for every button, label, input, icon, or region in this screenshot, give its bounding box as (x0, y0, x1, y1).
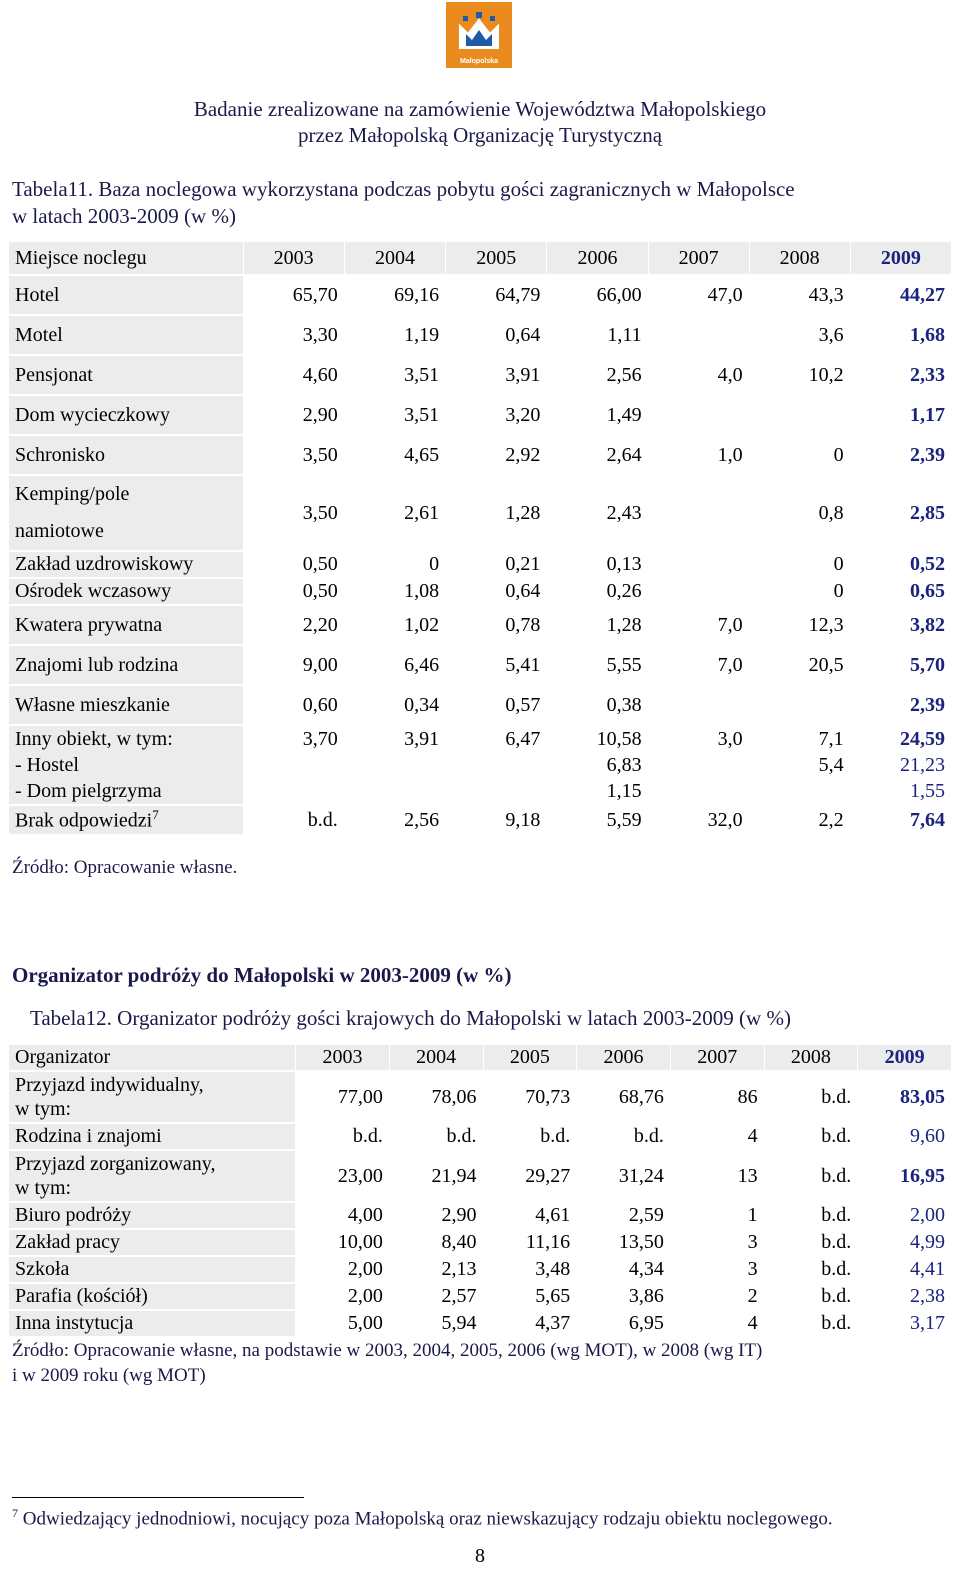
header-cell: Miejsce noclegu (9, 242, 244, 276)
table-cell: 0 (344, 551, 445, 578)
table-cell: 65,70 (243, 275, 344, 315)
table-cell: 1,0 (648, 435, 749, 475)
header-cell: 2005 (483, 1045, 577, 1072)
table-cell: b.d. (243, 805, 344, 835)
table-cell: 10,2 (749, 355, 850, 395)
table-cell: 0,64 (446, 578, 547, 605)
table-cell (9, 725, 244, 805)
table11-source: Źródło: Opracowanie własne. (12, 857, 238, 878)
table-cell (648, 725, 749, 805)
header-cell: 2004 (344, 242, 445, 276)
table-row (9, 1283, 952, 1310)
table-cell: Inna instytucja (9, 1310, 296, 1337)
table-cell: 3,17 (858, 1310, 952, 1337)
table-cell: Parafia (kościół) (9, 1283, 296, 1310)
brak-label: Brak odpowiedzi (15, 809, 153, 832)
table-cell: 3,51 (344, 395, 445, 435)
header-cell: 2006 (547, 242, 648, 276)
table-cell: b.d. (483, 1123, 577, 1150)
footnote (12, 1506, 833, 1530)
table-cell: 3 (670, 1256, 764, 1283)
table11-caption-line-2: w latach 2003-2009 (w %) (12, 204, 236, 228)
table-cell: 4,61 (483, 1202, 577, 1229)
table-cell: 1,11 (547, 315, 648, 355)
table-cell: 4,65 (344, 435, 445, 475)
table-cell: 77,00 (296, 1071, 390, 1123)
table-cell: 2,56 (547, 355, 648, 395)
table-cell: 20,5 (749, 645, 850, 685)
table-cell: 10,00 (296, 1229, 390, 1256)
table-cell: 3,51 (344, 355, 445, 395)
header-cell: 2007 (670, 1045, 764, 1072)
table-cell: 1,02 (344, 605, 445, 645)
table-cell: Ośrodek wczasowy (9, 578, 244, 605)
table-cell (9, 1071, 296, 1123)
table-cell: 1 (670, 1202, 764, 1229)
table-cell: 5,00 (296, 1310, 390, 1337)
table-cell: 13 (670, 1150, 764, 1202)
table-cell: 2,2 (749, 805, 850, 835)
header-cell: 2003 (243, 242, 344, 276)
table-cell: 3,30 (243, 315, 344, 355)
table-row-inny-obiekt (9, 725, 952, 805)
table-row (9, 435, 952, 475)
table-cell: 2,00 (296, 1283, 390, 1310)
table-cell: 9,18 (446, 805, 547, 835)
table-cell: b.d. (764, 1283, 858, 1310)
table-row (9, 475, 952, 551)
table-cell (648, 578, 749, 605)
table12-caption: Tabela12. Organizator podróży gości krajowych do Małopolski w latach 2003-2009 (w %) (30, 1006, 791, 1030)
table-row (9, 395, 952, 435)
table-cell: Zakład uzdrowiskowy (9, 551, 244, 578)
page-number: 8 (475, 1545, 485, 1567)
table-cell: b.d. (764, 1071, 858, 1123)
table-cell: 2,90 (243, 395, 344, 435)
table-cell (648, 685, 749, 725)
table-cell: 4,00 (296, 1202, 390, 1229)
table-row (9, 275, 952, 315)
table-cell: b.d. (764, 1150, 858, 1202)
footnote-marker: 7 (12, 1506, 18, 1520)
table-cell: b.d. (764, 1123, 858, 1150)
table-cell: 1,28 (446, 475, 547, 551)
header-cell: Organizator (9, 1045, 296, 1072)
table-cell: 0,26 (547, 578, 648, 605)
table-cell: 2,43 (547, 475, 648, 551)
cell-line: 5,4 (818, 754, 844, 776)
table-row (9, 1071, 952, 1123)
cell-line: Inny obiekt, w tym: (15, 728, 173, 750)
table-cell: 11,16 (483, 1229, 577, 1256)
table-row (9, 1256, 952, 1283)
section-title: Organizator podróży do Małopolski w 2003-2009 (w %) (12, 963, 512, 987)
footnote-ref: 7 (152, 807, 159, 823)
table-cell: 9,00 (243, 645, 344, 685)
table-cell (9, 1150, 296, 1202)
table-cell: 0,34 (344, 685, 445, 725)
table-cell: 9,60 (858, 1123, 952, 1150)
cell-line: Przyjazd indywidualny, (15, 1074, 204, 1096)
header-line-2: przez Małopolską Organizację Turystyczną (297, 123, 663, 147)
table-cell: 5,41 (446, 645, 547, 685)
table-cell (9, 805, 244, 835)
table12 (8, 1044, 952, 1338)
table-cell (446, 725, 547, 805)
table11-caption-line-1: Tabela11. Baza noclegowa wykorzystana podczas pobytu gości zagranicznych w Małopolsce (12, 177, 795, 201)
table-cell: 32,0 (648, 805, 749, 835)
table-cell: Schronisko (9, 435, 244, 475)
table-cell: 3,91 (446, 355, 547, 395)
table-cell: 31,24 (577, 1150, 671, 1202)
header-cell: 2009 (850, 242, 951, 276)
document-header (0, 96, 960, 148)
table-cell: 0,8 (749, 475, 850, 551)
cell-line: 6,83 (606, 754, 642, 776)
table-cell: 1,68 (850, 315, 951, 355)
header-cell: 2008 (749, 242, 850, 276)
table-cell: 12,3 (749, 605, 850, 645)
table-cell: 0,65 (850, 578, 951, 605)
table-row (9, 1123, 952, 1150)
table-cell: 1,17 (850, 395, 951, 435)
table-cell: Biuro podróży (9, 1202, 296, 1229)
table-cell (749, 685, 850, 725)
table-cell: 0,50 (243, 551, 344, 578)
table-cell: b.d. (764, 1310, 858, 1337)
cell-line: - Hostel (15, 754, 79, 776)
table-cell: 43,3 (749, 275, 850, 315)
table-cell: b.d. (764, 1202, 858, 1229)
table-cell (243, 725, 344, 805)
table-cell: 4,34 (577, 1256, 671, 1283)
table-cell: 0,52 (850, 551, 951, 578)
cell-line: 6,47 (505, 728, 541, 750)
table-cell: 0,60 (243, 685, 344, 725)
table-cell: Hotel (9, 275, 244, 315)
cell-line: - Dom pielgrzyma (15, 780, 162, 802)
table-row-brak-odpowiedzi (9, 805, 952, 835)
table-cell (344, 725, 445, 805)
cell-line: 1,15 (606, 780, 642, 802)
table-cell: 16,95 (858, 1150, 952, 1202)
header-cell: 2009 (858, 1045, 952, 1072)
table-cell: 2,59 (577, 1202, 671, 1229)
table-cell: 3,50 (243, 435, 344, 475)
table-cell: 2,00 (296, 1256, 390, 1283)
table11-header-row (9, 242, 952, 276)
table-cell: 3,6 (749, 315, 850, 355)
table-cell: 2,85 (850, 475, 951, 551)
table-cell: b.d. (577, 1123, 671, 1150)
table-cell: 0 (749, 578, 850, 605)
table-cell: Zakład pracy (9, 1229, 296, 1256)
table-cell: 0,38 (547, 685, 648, 725)
table11-caption (12, 176, 795, 230)
table-cell: 2,39 (850, 685, 951, 725)
cell-line: w tym: (15, 1098, 72, 1120)
table-cell: 3,50 (243, 475, 344, 551)
header-cell: 2007 (648, 242, 749, 276)
table-cell: 0,21 (446, 551, 547, 578)
table-cell: 3,20 (446, 395, 547, 435)
table-row (9, 1150, 952, 1202)
table-cell: Kwatera prywatna (9, 605, 244, 645)
malopolska-logo (446, 2, 512, 68)
table-cell: Dom wycieczkowy (9, 395, 244, 435)
table-cell: 6,95 (577, 1310, 671, 1337)
cell-line: w tym: (15, 1177, 72, 1199)
table-cell: 0,64 (446, 315, 547, 355)
table-cell: 2,38 (858, 1283, 952, 1310)
table-cell: 1,19 (344, 315, 445, 355)
table-cell: 3,48 (483, 1256, 577, 1283)
table-row (9, 355, 952, 395)
table-cell: Rodzina i znajomi (9, 1123, 296, 1150)
table-cell: 2,64 (547, 435, 648, 475)
logo-text: Małopolska (459, 58, 499, 65)
footnote-text: Odwiedzający jednodniowi, nocujący poza Małopolską oraz niewskazujący rodzaju obiektu noclegowego. (22, 1508, 833, 1530)
table-cell: 29,27 (483, 1150, 577, 1202)
table-cell: 66,00 (547, 275, 648, 315)
header-cell: 2003 (296, 1045, 390, 1072)
table11 (8, 241, 952, 836)
table-cell: Własne mieszkanie (9, 685, 244, 725)
table-cell: 2,13 (389, 1256, 483, 1283)
table-cell: 2 (670, 1283, 764, 1310)
table-cell: 5,55 (547, 645, 648, 685)
header-line-1: Badanie zrealizowane na zamówienie Województwa Małopolskiego (193, 97, 767, 121)
header-cell: 2004 (389, 1045, 483, 1072)
cell-line: 3,0 (717, 728, 743, 750)
table-cell: 4,41 (858, 1256, 952, 1283)
table-cell: 44,27 (850, 275, 951, 315)
table-cell: b.d. (764, 1256, 858, 1283)
table-row (9, 605, 952, 645)
table-cell (749, 725, 850, 805)
table-cell: 0 (749, 551, 850, 578)
footnote-divider (12, 1497, 304, 1498)
table-cell: 5,65 (483, 1283, 577, 1310)
table-cell: b.d. (296, 1123, 390, 1150)
table12-source-line-1: Źródło: Opracowanie własne, na podstawie w 2003, 2004, 2005, 2006 (wg MOT), w 2008 (wg IT) (12, 1340, 763, 1361)
table-row (9, 645, 952, 685)
table-cell: 6,46 (344, 645, 445, 685)
table12-header-row (9, 1045, 952, 1072)
table-row (9, 1310, 952, 1337)
table-cell: 5,70 (850, 645, 951, 685)
table-cell: Znajomi lub rodzina (9, 645, 244, 685)
table-cell: 5,59 (547, 805, 648, 835)
table-cell: 47,0 (648, 275, 749, 315)
cell-line: 10,58 (596, 728, 642, 750)
table-cell (648, 475, 749, 551)
table-cell: 69,16 (344, 275, 445, 315)
table-cell: 23,00 (296, 1150, 390, 1202)
table-cell: 8,40 (389, 1229, 483, 1256)
table-cell: 2,90 (389, 1202, 483, 1229)
table-cell: 4,0 (648, 355, 749, 395)
table-cell: 0,13 (547, 551, 648, 578)
table-cell: 7,0 (648, 605, 749, 645)
table-cell (648, 551, 749, 578)
table-cell (547, 725, 648, 805)
table-cell: 3,86 (577, 1283, 671, 1310)
table12-source (12, 1338, 762, 1388)
cell-line: 1,55 (910, 780, 945, 802)
table-cell: 4,99 (858, 1229, 952, 1256)
table12-source-line-2: i w 2009 roku (wg MOT) (12, 1365, 206, 1386)
table-cell: 7,0 (648, 645, 749, 685)
table-row (9, 578, 952, 605)
table-cell: 83,05 (858, 1071, 952, 1123)
table-cell: 78,06 (389, 1071, 483, 1123)
cell-line: 3,91 (404, 728, 440, 750)
table-cell: 2,39 (850, 435, 951, 475)
table-cell: 3 (670, 1229, 764, 1256)
table-cell: 1,49 (547, 395, 648, 435)
table-cell: 2,20 (243, 605, 344, 645)
table-cell (9, 475, 244, 551)
table-cell: 5,94 (389, 1310, 483, 1337)
table-cell: 70,73 (483, 1071, 577, 1123)
table-cell: 0,78 (446, 605, 547, 645)
table-cell: 4 (670, 1123, 764, 1150)
table12-body (9, 1045, 952, 1338)
table-cell: 64,79 (446, 275, 547, 315)
table-cell: 3,82 (850, 605, 951, 645)
cell-line: 7,1 (818, 728, 844, 750)
table-cell: 0,50 (243, 578, 344, 605)
table-cell: 1,28 (547, 605, 648, 645)
table-cell: 4,60 (243, 355, 344, 395)
table-row (9, 1202, 952, 1229)
table-row (9, 551, 952, 578)
table-cell: Motel (9, 315, 244, 355)
table-cell: 2,92 (446, 435, 547, 475)
header-cell: 2008 (764, 1045, 858, 1072)
cell-line: 21,23 (900, 754, 945, 776)
table-row (9, 685, 952, 725)
table-cell (648, 315, 749, 355)
cell-line: namiotowe (15, 520, 104, 542)
table-cell: 86 (670, 1071, 764, 1123)
cell-line: Przyjazd zorganizowany, (15, 1153, 216, 1175)
table-cell: 68,76 (577, 1071, 671, 1123)
table-cell: 2,57 (389, 1283, 483, 1310)
table-cell: Szkoła (9, 1256, 296, 1283)
table-row (9, 1229, 952, 1256)
table-cell: b.d. (764, 1229, 858, 1256)
cell-line: Kemping/pole (15, 483, 130, 505)
table-cell: Pensjonat (9, 355, 244, 395)
header-cell: 2005 (446, 242, 547, 276)
table-cell (749, 395, 850, 435)
cell-line: 3,70 (302, 728, 338, 750)
table-cell: 4 (670, 1310, 764, 1337)
header-cell: 2006 (577, 1045, 671, 1072)
table-cell: 2,61 (344, 475, 445, 551)
table-cell: 4,37 (483, 1310, 577, 1337)
table-cell: 0,57 (446, 685, 547, 725)
table-cell: 13,50 (577, 1229, 671, 1256)
table-cell: b.d. (389, 1123, 483, 1150)
table-cell (850, 725, 951, 805)
table-row (9, 315, 952, 355)
table-cell (648, 395, 749, 435)
table-cell: 2,33 (850, 355, 951, 395)
table11-body (9, 242, 952, 836)
table-cell: 1,08 (344, 578, 445, 605)
table-cell: 2,00 (858, 1202, 952, 1229)
table-cell: 2,56 (344, 805, 445, 835)
table-cell: 7,64 (850, 805, 951, 835)
table-cell: 21,94 (389, 1150, 483, 1202)
table-cell: 0 (749, 435, 850, 475)
cell-line: 24,59 (900, 728, 945, 750)
